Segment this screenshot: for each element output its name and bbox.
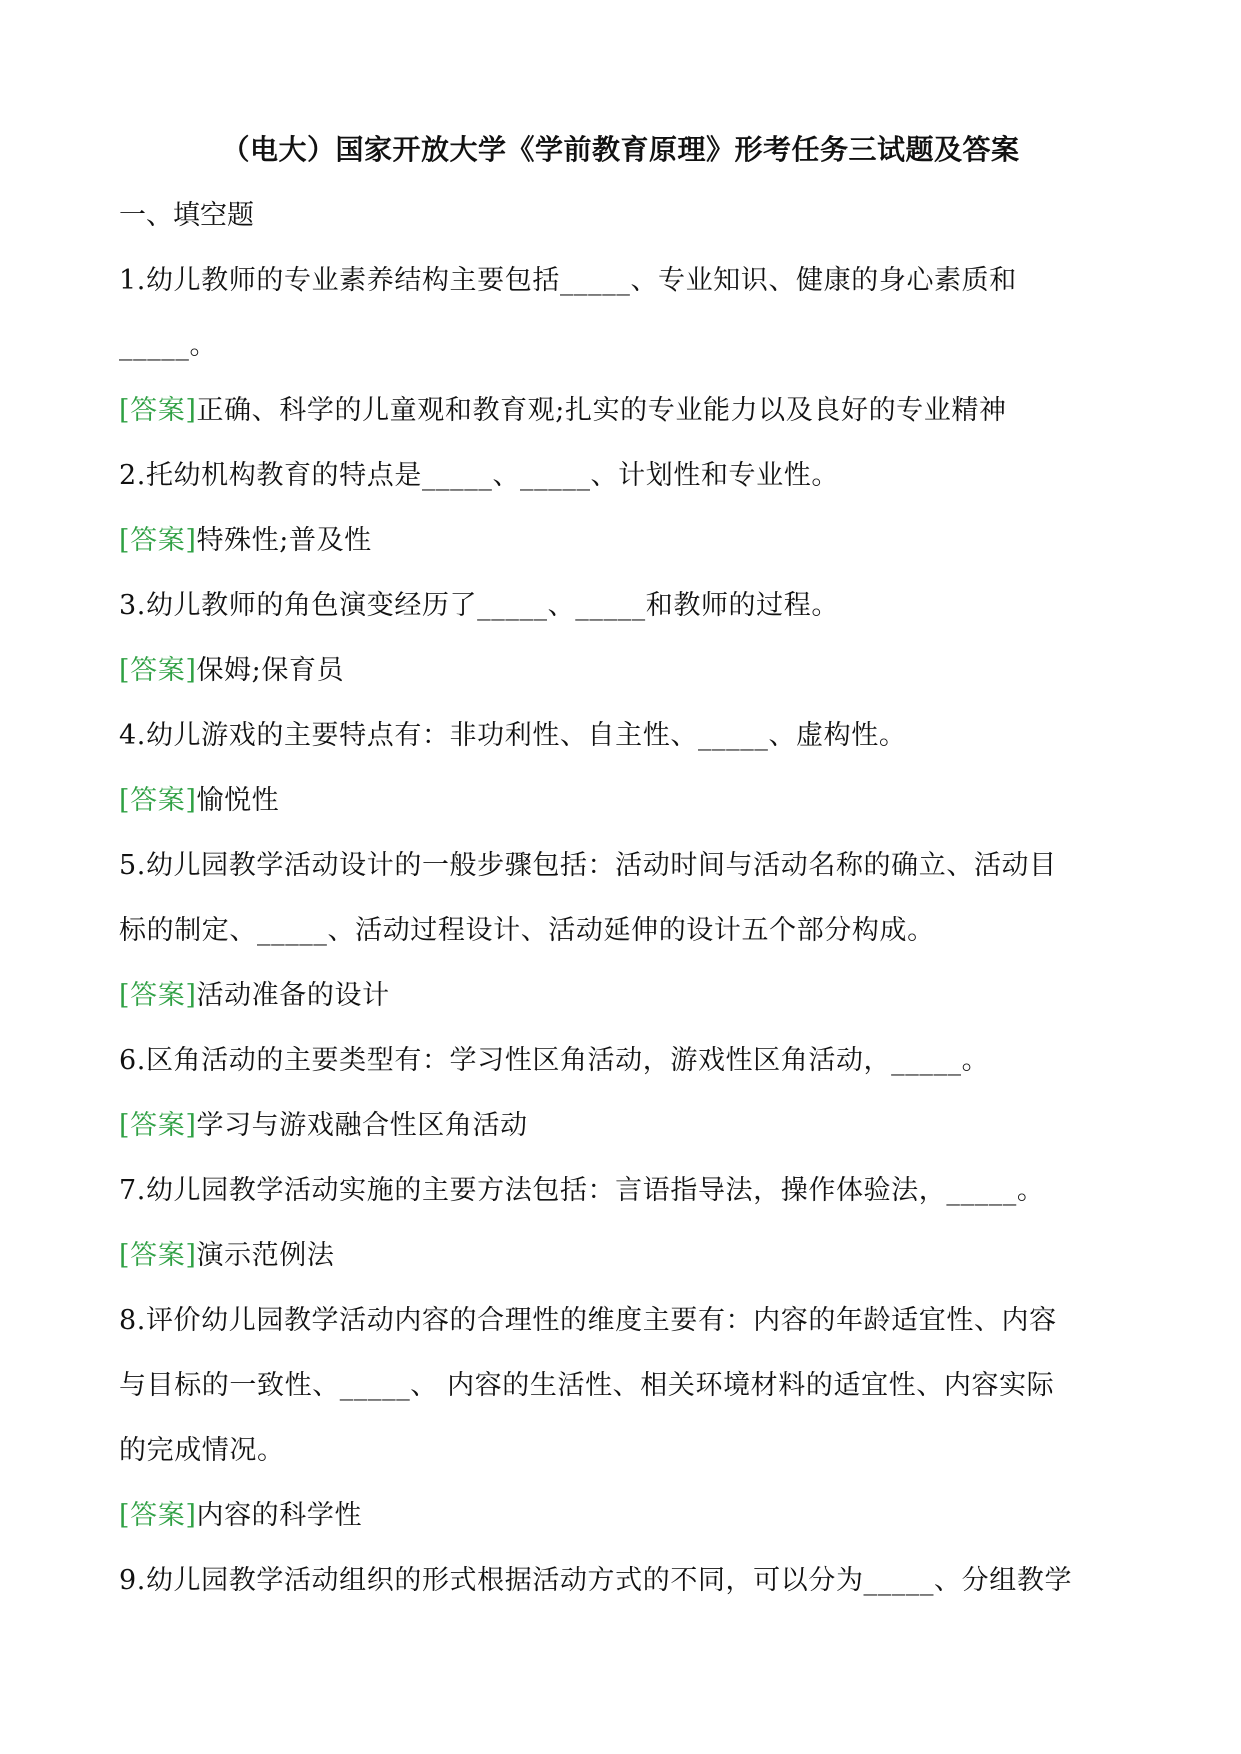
question-line: 3.幼儿教师的角色演变经历了_____、_____和教师的过程。 [119, 590, 839, 621]
answer-item [119, 1496, 1127, 1536]
answer-item [119, 1236, 1127, 1276]
question-line: 与目标的一致性、_____、 内容的生活性、相关环境材料的适宜性、内容实际 [119, 1370, 1055, 1401]
question-line: 5.幼儿园教学活动设计的一般步骤包括：活动时间与活动名称的确立、活动目 [119, 850, 1057, 881]
answer-tag: [答案] [119, 655, 197, 686]
question-item [119, 586, 1127, 626]
question-line: 7.幼儿园教学活动实施的主要方法包括：言语指导法，操作体验法，_____。 [119, 1175, 1045, 1206]
question-line: _____。 [119, 330, 218, 361]
answer-tag: [答案] [119, 980, 197, 1011]
answer-item [119, 651, 1127, 691]
answer-item [119, 1106, 1127, 1146]
answer-text: 愉悦性 [196, 785, 280, 816]
answer-tag: [答案] [119, 395, 197, 426]
answer-item [119, 976, 1127, 1016]
answer-text: 内容的科学性 [196, 1500, 363, 1531]
answer-tag: [答案] [119, 525, 197, 556]
answer-text: 保姆;保育员 [196, 655, 345, 686]
question-item [119, 716, 1127, 756]
answer-text: 活动准备的设计 [196, 980, 390, 1011]
question-line: 8.评价幼儿园教学活动内容的合理性的维度主要有：内容的年龄适宜性、内容 [119, 1305, 1057, 1336]
question-item [119, 846, 1127, 951]
question-line: 标的制定、_____、活动过程设计、活动延伸的设计五个部分构成。 [119, 915, 935, 946]
answer-tag: [答案] [119, 1500, 197, 1531]
answer-item [119, 391, 1127, 431]
question-line: 4.幼儿游戏的主要特点有：非功利性、自主性、_____、虚构性。 [119, 720, 907, 751]
question-item [119, 1561, 1127, 1601]
answer-tag: [答案] [119, 785, 197, 816]
question-line: 6.区角活动的主要类型有：学习性区角活动，游戏性区角活动，_____。 [119, 1045, 990, 1076]
question-item [119, 1301, 1127, 1471]
question-line: 的完成情况。 [119, 1435, 285, 1466]
question-item [119, 261, 1127, 366]
section-heading: 一、填空题 [119, 200, 254, 231]
question-item [119, 1171, 1127, 1211]
answer-text: 特殊性;普及性 [196, 525, 372, 556]
page-title: （电大）国家开放大学《学前教育原理》形考任务三试题及答案 [221, 133, 1020, 166]
answer-item [119, 781, 1127, 821]
answer-item [119, 521, 1127, 561]
question-line: 1.幼儿教师的专业素养结构主要包括_____、专业知识、健康的身心素质和 [119, 265, 1017, 296]
answer-text: 演示范例法 [196, 1240, 335, 1271]
question-list [119, 261, 1127, 1601]
document-body [119, 196, 1127, 1626]
question-line: 9.幼儿园教学活动组织的形式根据活动方式的不同，可以分为_____、分组教学 [119, 1565, 1073, 1596]
question-item [119, 1041, 1127, 1081]
answer-text: 正确、科学的儿童观和教育观;扎实的专业能力以及良好的专业精神 [196, 395, 1007, 426]
question-line: 2.托幼机构教育的特点是_____、_____、计划性和专业性。 [119, 460, 839, 491]
question-item [119, 456, 1127, 496]
answer-tag: [答案] [119, 1240, 197, 1271]
answer-text: 学习与游戏融合性区角活动 [196, 1110, 528, 1141]
answer-tag: [答案] [119, 1110, 197, 1141]
